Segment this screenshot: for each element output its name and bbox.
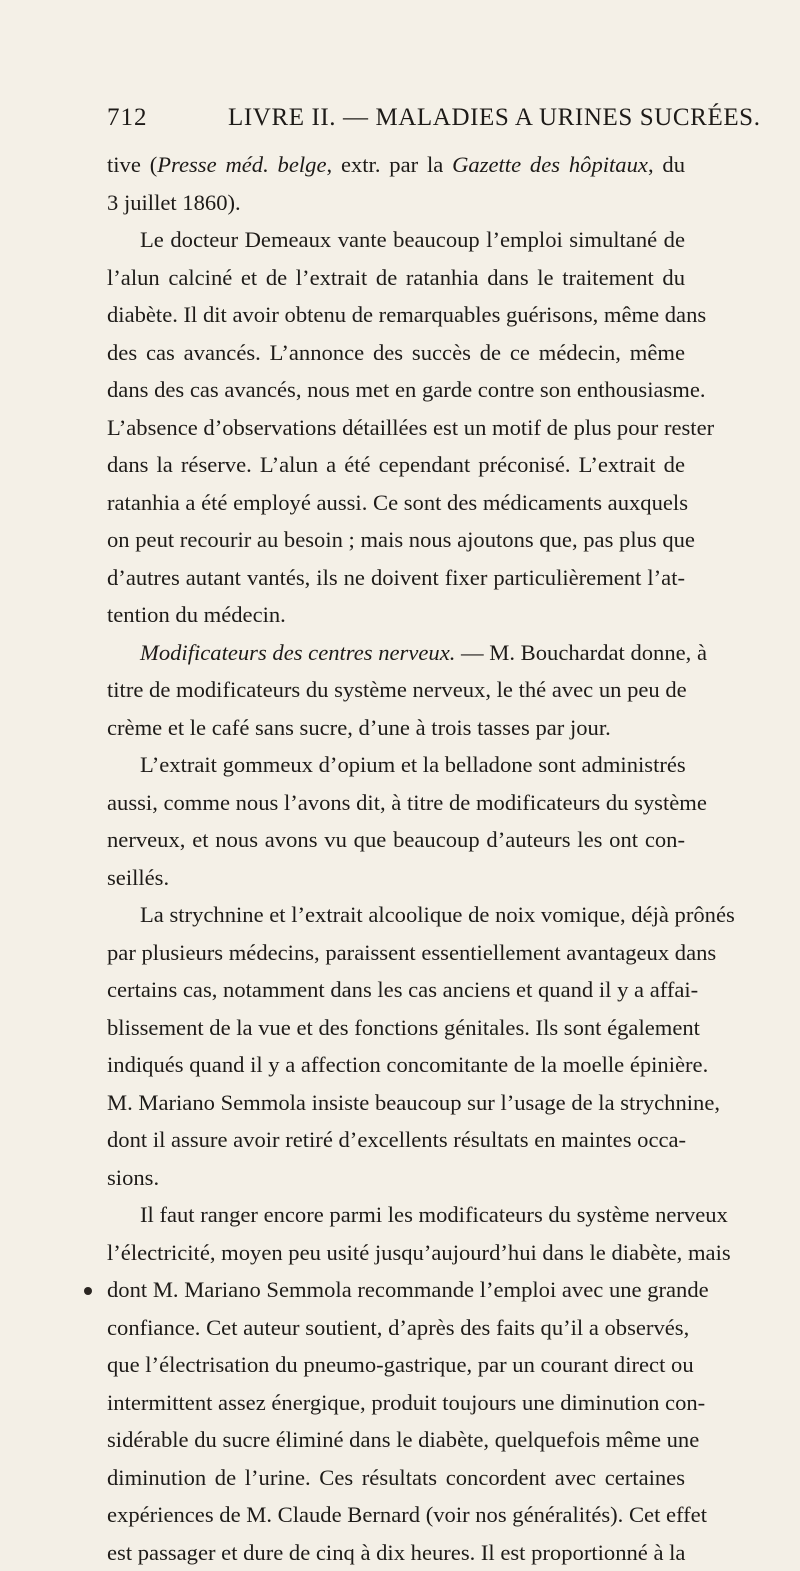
text-line: expériences de M. Claude Bernard (voir nos généralités). Cet effet xyxy=(107,1496,685,1534)
text-line: confiance. Cet auteur soutient, d’après des faits qu’il a observés, xyxy=(107,1309,685,1347)
text-line: diminution de l’urine. Ces résultats concordent avec certaines xyxy=(107,1459,685,1497)
text-line: 3 juillet 1860). xyxy=(107,184,685,222)
text-line: des cas avancés. L’annonce des succès de ce médecin, même xyxy=(107,334,685,372)
text-line: blissement de la vue et des fonctions génitales. Ils sont également xyxy=(107,1009,685,1047)
text-line: l’électricité, moyen peu usité jusqu’aujourd’hui dans le diabète, mais xyxy=(107,1234,685,1272)
text-line: Il faut ranger encore parmi les modificateurs du système nerveux xyxy=(107,1196,685,1234)
section-heading-line: Modificateurs des centres nerveux. — M. Bouchardat donne, à xyxy=(107,634,685,672)
text-line: certains cas, notamment dans les cas anciens et quand il y a affai- xyxy=(107,971,685,1009)
text-line: dont M. Mariano Semmola recommande l’emploi avec une grande xyxy=(107,1271,685,1309)
text-line: l’alun calciné et de l’extrait de ratanhia dans le traitement du xyxy=(107,259,685,297)
text-line: titre de modificateurs du système nerveux, le thé avec un peu de xyxy=(107,671,685,709)
margin-dot-mark xyxy=(84,1287,92,1295)
text-line: aussi, comme nous l’avons dit, à titre de modificateurs du système xyxy=(107,784,685,822)
text-line: d’autres autant vantés, ils ne doivent fixer particulièrement l’at- xyxy=(107,559,685,597)
text-line: par plusieurs médecins, paraissent essentiellement avantageux dans xyxy=(107,934,685,972)
text-line: intermittent assez énergique, produit toujours une diminution con- xyxy=(107,1384,685,1422)
text-line: dans des cas avancés, nous met en garde contre son enthousiasme. xyxy=(107,371,685,409)
text-line: crème et le café sans sucre, d’une à trois tasses par jour. xyxy=(107,709,685,747)
text-line: dans la réserve. L’alun a été cependant préconisé. L’extrait de xyxy=(107,446,685,484)
page-number: 712 xyxy=(107,104,148,132)
text-line: tention du médecin. xyxy=(107,596,685,634)
text-line: diabète. Il dit avoir obtenu de remarquables guérisons, même dans xyxy=(107,296,685,334)
text-line: est passager et dure de cinq à dix heures. Il est proportionné à la xyxy=(107,1534,685,1571)
text-line: nerveux, et nous avons vu que beaucoup d’auteurs les ont con- xyxy=(107,821,685,859)
text-line: sidérable du sucre éliminé dans le diabète, quelquefois même une xyxy=(107,1421,685,1459)
text-line: L’absence d’observations détaillées est un motif de plus pour rester xyxy=(107,409,685,447)
text-line: sions. xyxy=(107,1159,685,1197)
text-line: La strychnine et l’extrait alcoolique de noix vomique, déjà prônés xyxy=(107,896,685,934)
text-line: M. Mariano Semmola insiste beaucoup sur l’usage de la strychnine, xyxy=(107,1084,685,1122)
running-head: LIVRE II. — MALADIES A URINES SUCRÉES. xyxy=(228,104,761,132)
text-line: on peut recourir au besoin ; mais nous ajoutons que, pas plus que xyxy=(107,521,685,559)
text-line: ratanhia a été employé aussi. Ce sont des médicaments auxquels xyxy=(107,484,685,522)
text-line: tive (Presse méd. belge, extr. par la Gazette des hôpitaux, du xyxy=(107,146,685,184)
body-text xyxy=(107,146,685,1571)
text-line: L’extrait gommeux d’opium et la belladone sont administrés xyxy=(107,746,685,784)
text-line: seillés. xyxy=(107,859,685,897)
text-line: Le docteur Demeaux vante beaucoup l’emploi simultané de xyxy=(107,221,685,259)
text-line: que l’électrisation du pneumo-gastrique, par un courant direct ou xyxy=(107,1346,685,1384)
text-line: indiqués quand il y a affection concomitante de la moelle épinière. xyxy=(107,1046,685,1084)
text-line: dont il assure avoir retiré d’excellents résultats en maintes occa- xyxy=(107,1121,685,1159)
page-header xyxy=(107,104,707,140)
